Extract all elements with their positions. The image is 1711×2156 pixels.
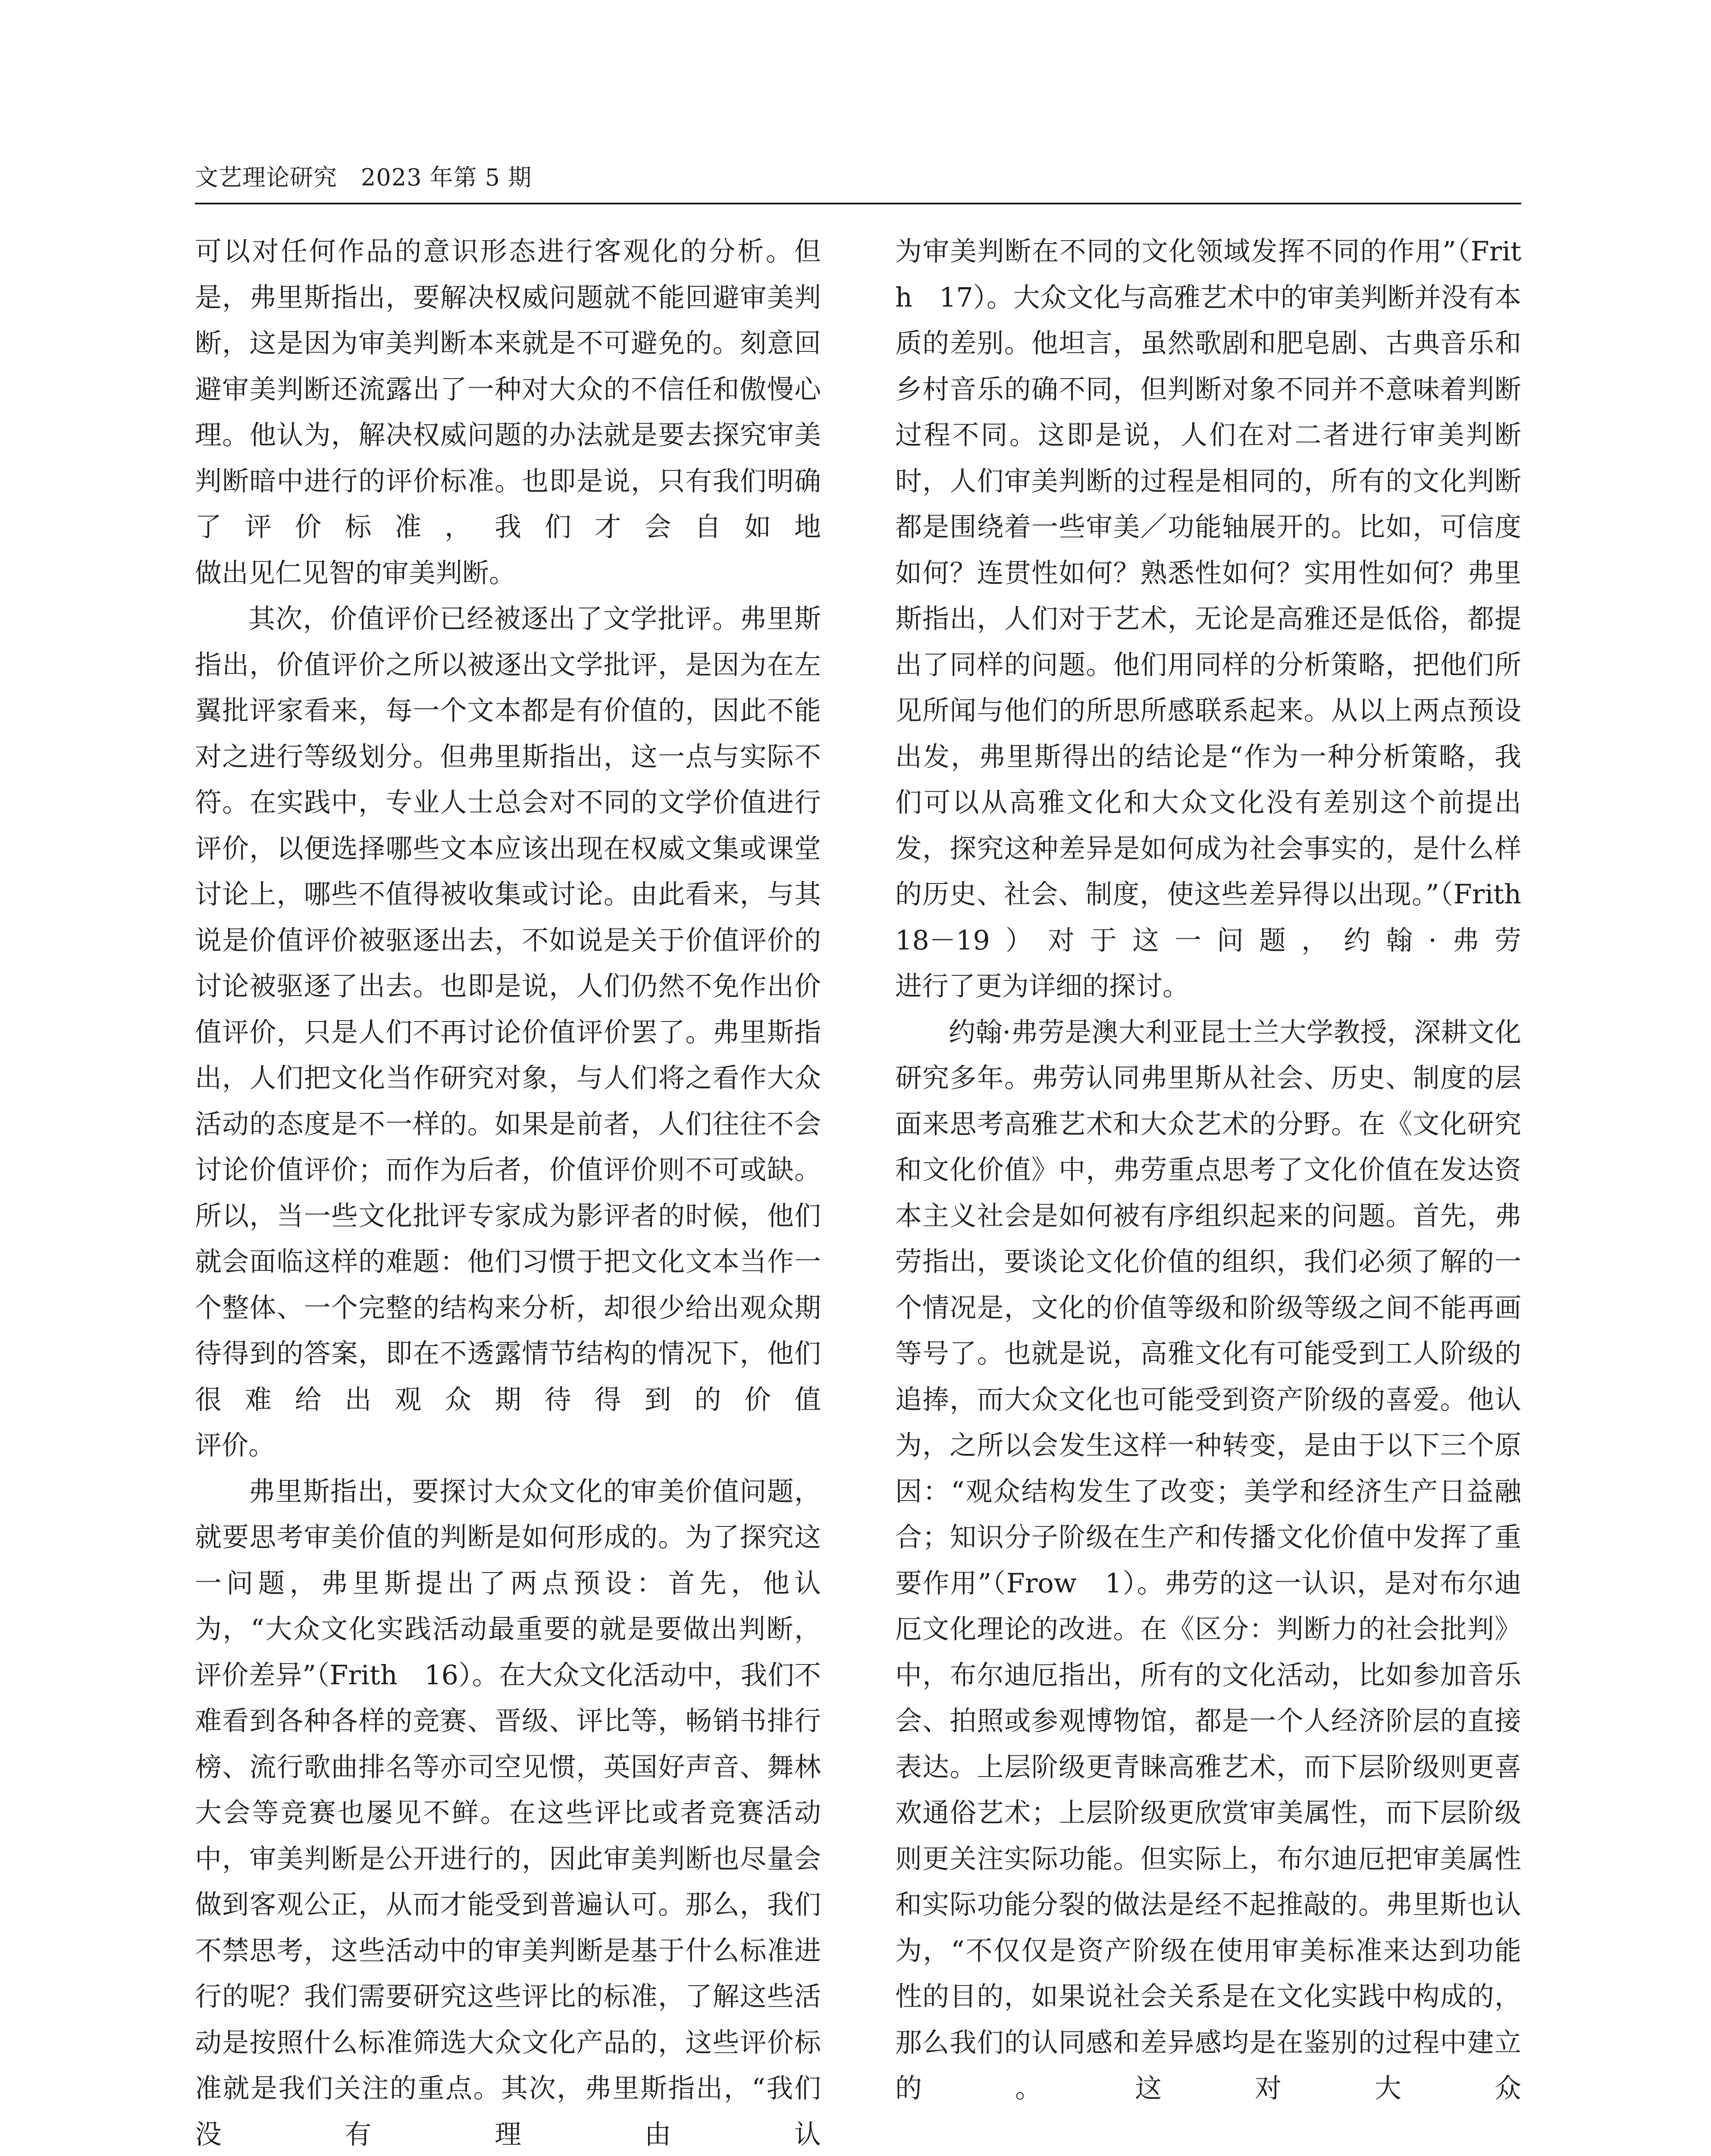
header-rule [195, 203, 1521, 204]
running-header: 文艺理论研究 2023 年第 5 期 [195, 164, 532, 191]
paragraph: 评价。 [195, 1429, 276, 1461]
paragraph: 进行了更为详细的探讨。 [895, 970, 1190, 1002]
right-column [895, 229, 1548, 2156]
paragraph: 其次，价值评价已经被逐出了文学批评。弗里斯指出，价值评价之所以被逐出文学批评，是因为在左翼批评家看来，每一个文本都是有价值的，因此不能对之进行等级划分。但弗里斯指出，这一点与实际不符。在实践中，专业人士总会对不同的文学价值进行评价，以便选择哪些文本应该出现在权威文集或课堂讨论上，哪些不值得被收集或讨论。由此看来，与其说是价值评价被驱逐出去，不如说是关于价值评价的讨论被驱逐了出去。也即是说，人们仍然不免作出价值评价，只是人们不再讨论价值评价罢了。弗里斯指出，人们把文化当作研究对象，与人们将之看作大众活动的态度是不一样的。如果是前者，人们往往不会讨论价值评价；而作为后者，价值评价则不可或缺。所以，当一些文化批评专家成为影评者的时候，他们就会面临这样的难题：他们习惯于把文化文本当作一个整体、一个完整的结构来分析，却很少给出观众期待得到的答案，即在不透露情节结构的情况下，他们很难给出观众期待得到的价值 [195, 603, 821, 1415]
paragraph: 弗里斯指出，要探讨大众文化的审美价值问题，就要思考审美价值的判断是如何形成的。为了探究这一问题，弗里斯提出了两点预设：首先，他认为，“大众文化实践活动最重要的就是要做出判断，评价差异”（Frith 16）。在大众文化活动中，我们不难看到各种各样的竞赛、晋级、评比等，畅销书排行榜、流行歌曲排名等亦司空见惯，英国好声音、舞林大会等竞赛也屡见不鲜。在这些评比或者竞赛活动中，审美判断是公开进行的，因此审美判断也尽量会做到客观公正，从而才能受到普遍认可。那么，我们不禁思考，这些活动中的审美判断是基于什么标准进行的呢？我们需要研究这些评比的标准，了解这些活动是按照什么标准筛选大众文化产品的，这些评价标准就是我们关注的重点。其次，弗里斯指出，“我们没有理由认 [195, 1475, 821, 2150]
paragraph: 做出见仁见智的审美判断。 [195, 557, 516, 589]
left-column [195, 229, 821, 2156]
paragraph: 约翰·弗劳是澳大利亚昆士兰大学教授，深耕文化研究多年。弗劳认同弗里斯从社会、历史、制度的层面来思考高雅艺术和大众艺术的分野。在《文化研究和文化价值》中，弗劳重点思考了文化价值在发达资本主义社会是如何被有序组织起来的问题。首先，弗劳指出，要谈论文化价值的组织，我们必须了解的一个情况是，文化的价值等级和阶级等级之间不能再画等号了。也就是说，高雅文化有可能受到工人阶级的追捧，而大众文化也可能受到资产阶级的喜爱。他认为，之所以会发生这样一种转变，是由于以下三个原因：“观众结构发生了改变；美学和经济生产日益融合；知识分子阶级在生产和传播文化价值中发挥了重要作用”（Frow 1）。弗劳的这一认识，是对布尔迪厄文化理论的改进。在《区分：判断力的社会批判》中，布尔迪厄指出，所有的文化活动，比如参加音乐会、拍照或参观博物馆，都是一个人经济阶层的直接表达。上层阶级更青睐高雅艺术，而下层阶级则更喜欢通俗艺术；上层阶级更欣赏审美属性，而下层阶级则更关注实际功能。但实际上，布尔迪厄把审美属性和实际功能分裂的做法是经不起推敲的。弗里斯也认为，“不仅仅是资产阶级在使用审美标准来达到功能性的目的，如果说社会关系是在文化实践中构成的，那么我们的认同感和差异感均是在鉴别的过程中建立的。这对大众 [895, 1016, 1521, 2104]
paragraph: 可以对任何作品的意识形态进行客观化的分析。但是，弗里斯指出，要解决权威问题就不能回避审美判断，这是因为审美判断本来就是不可避免的。刻意回避审美判断还流露出了一种对大众的不信任和傲慢心理。他认为，解决权威问题的办法就是要去探究审美判断暗中进行的评价标准。也即是说，只有我们明确了评价标准，我们才会自如地 [195, 235, 821, 542]
paragraph: 为审美判断在不同的文化领域发挥不同的作用”（Frith 17）。大众文化与高雅艺术中的审美判断并没有本质的差别。他坦言，虽然歌剧和肥皂剧、古典音乐和乡村音乐的确不同，但判断对象不同并不意味着判断过程不同。这即是说，人们在对二者进行审美判断时，人们审美判断的过程是相同的，所有的文化判断都是围绕着一些审美／功能轴展开的。比如，可信度如何？连贯性如何？熟悉性如何？实用性如何？弗里斯指出，人们对于艺术，无论是高雅还是低俗，都提出了同样的问题。他们用同样的分析策略，把他们所见所闻与他们的所思所感联系起来。从以上两点预设出发，弗里斯得出的结论是“作为一种分析策略，我们可以从高雅文化和大众文化没有差别这个前提出发，探究这种差异是如何成为社会事实的，是什么样的历史、社会、制度，使这些差异得以出现。”（Frith 18－19）对于这一问题，约翰·弗劳 [895, 235, 1548, 956]
